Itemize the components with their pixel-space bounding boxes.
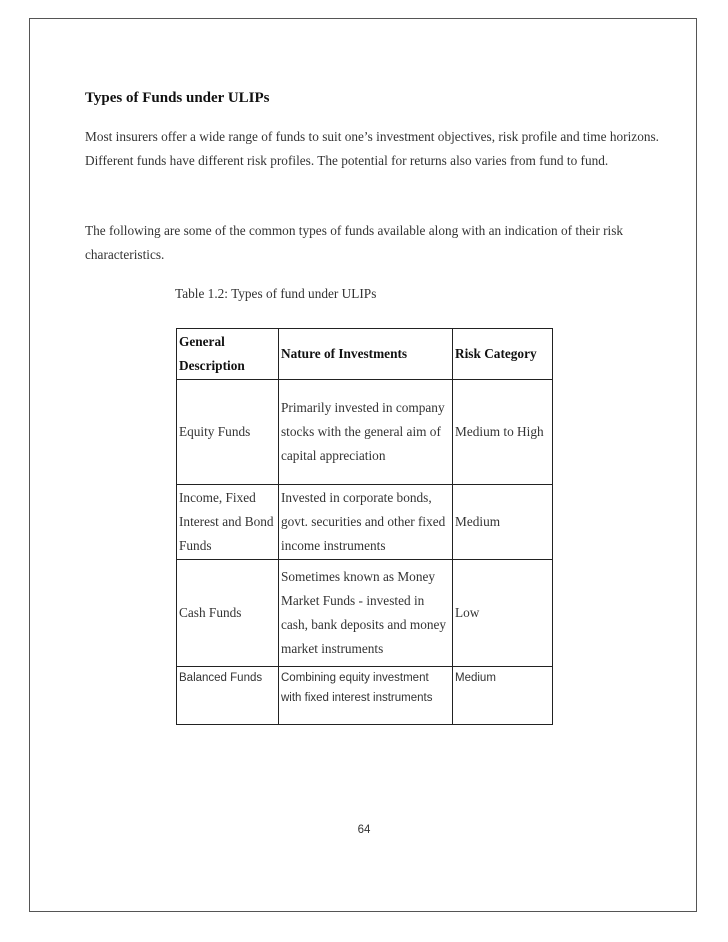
cell-description: Income, Fixed Interest and Bond Funds	[177, 485, 279, 560]
cell-risk: Medium to High	[453, 380, 553, 485]
intro-paragraph: Most insurers offer a wide range of funds to suit one’s investment objectives, risk profile and time horizons. Different funds have different risk profiles. The potential for returns also varies from fund to fund.	[85, 129, 659, 168]
cell-description: Cash Funds	[177, 560, 279, 667]
header-general-description: General Description	[177, 329, 279, 380]
cell-nature: Primarily invested in company stocks with the general aim of capital appreciation	[279, 380, 453, 485]
header-risk-category: Risk Category	[453, 329, 553, 380]
cell-risk: Medium	[453, 667, 553, 725]
table-caption: Table 1.2: Types of fund under ULIPs	[175, 286, 377, 301]
table-row	[177, 485, 553, 560]
header-nature-of-investments: Nature of Investments	[279, 329, 453, 380]
section-heading: Types of Funds under ULIPs	[85, 90, 270, 106]
cell-nature: Sometimes known as Money Market Funds - invested in cash, bank deposits and money market instruments	[279, 560, 453, 667]
table-row	[177, 380, 553, 485]
table-header-row	[177, 329, 553, 380]
cell-nature: Combining equity investment with fixed interest instruments	[279, 667, 453, 725]
following-paragraph: The following are some of the common types of funds available along with an indication of their risk characteristics.	[85, 223, 624, 262]
table-row	[177, 560, 553, 667]
page-number: 64	[357, 824, 371, 836]
cell-description: Equity Funds	[177, 380, 279, 485]
table-row	[177, 667, 553, 725]
funds-table	[176, 328, 553, 725]
cell-risk: Low	[453, 560, 553, 667]
cell-risk: Medium	[453, 485, 553, 560]
cell-description: Balanced Funds	[177, 667, 279, 725]
cell-nature: Invested in corporate bonds, govt. securities and other fixed income instruments	[279, 485, 453, 560]
